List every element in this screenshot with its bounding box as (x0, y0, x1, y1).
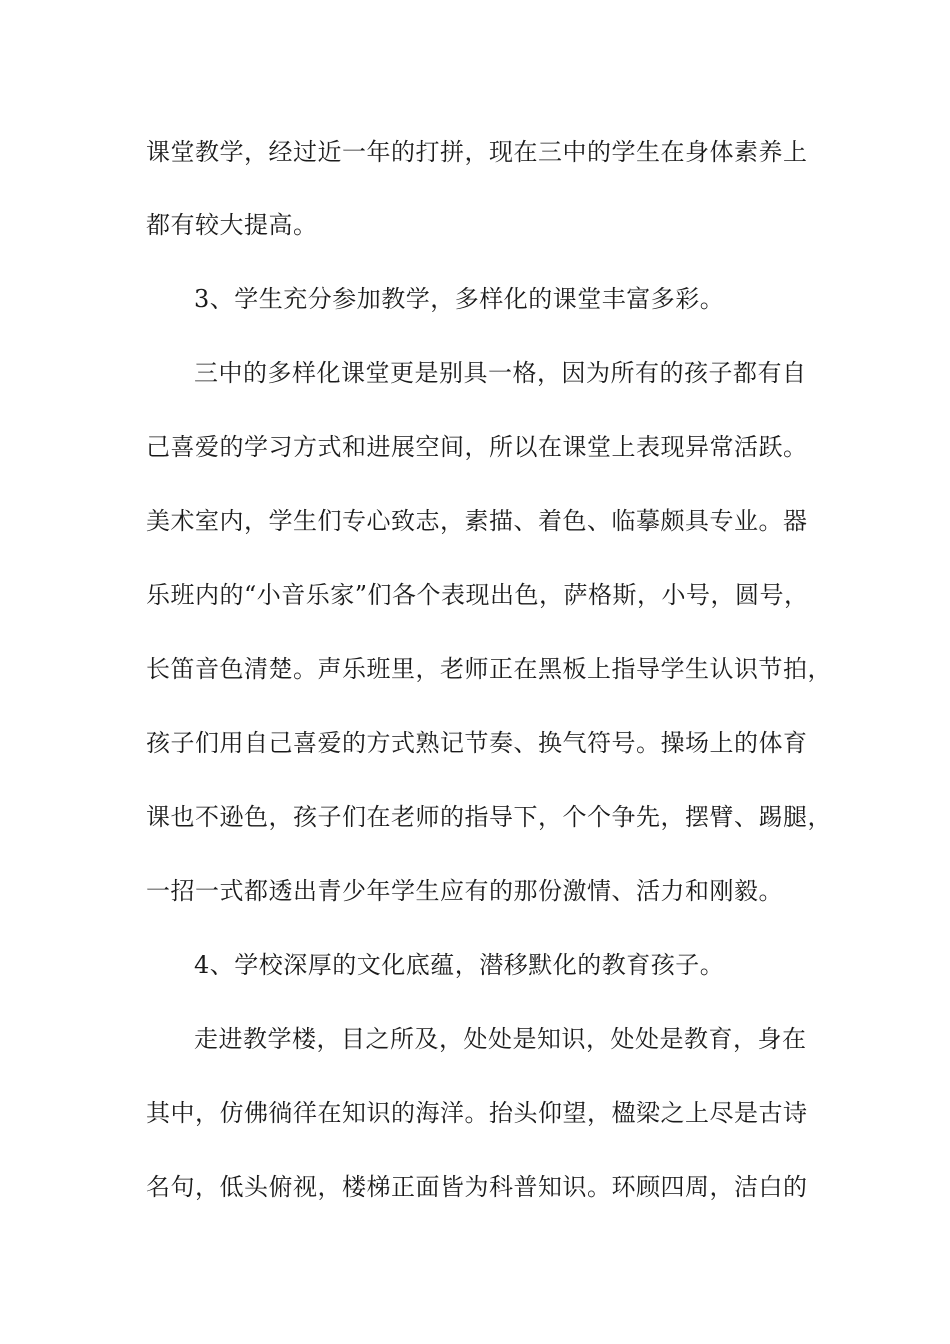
text-line: 三中的多样化课堂更是别具一格，因为所有的孩子都有自 (194, 359, 807, 387)
text-line: 其中，仿佛徜徉在知识的海洋。抬头仰望，楹梁之上尽是古诗 (146, 1099, 808, 1127)
text-line: 长笛音色清楚。声乐班里，老师正在黑板上指导学生认识节拍， (146, 655, 832, 683)
text-line: 一招一式都透出青少年学生应有的那份激情、活力和刚毅。 (146, 877, 783, 905)
text-line: 课堂教学，经过近一年的打拼，现在三中的学生在身体素养上 (146, 138, 808, 166)
text-line: 都有较大提高。 (146, 211, 318, 239)
section-heading-3: 3、学生充分参加教学，多样化的课堂丰富多彩。 (194, 285, 725, 313)
text-line: 美术室内，学生们专心致志，素描、着色、临摹颇具专业。器 (146, 507, 808, 535)
text-line: 名句，低头俯视，楼梯正面皆为科普知识。环顾四周，洁白的 (146, 1173, 808, 1201)
text-line: 课也不逊色，孩子们在老师的指导下，个个争先，摆臂、踢腿， (146, 803, 832, 831)
text-line: 己喜爱的学习方式和进展空间，所以在课堂上表现异常活跃。 (146, 433, 808, 461)
section-heading-4: 4、学校深厚的文化底蕴，潜移默化的教育孩子。 (194, 951, 725, 979)
text-line: 走进教学楼，目之所及，处处是知识，处处是教育，身在 (194, 1025, 807, 1053)
text-line: 乐班内的“小音乐家”们各个表现出色，萨格斯，小号，圆号， (146, 581, 809, 609)
text-line: 孩子们用自己喜爱的方式熟记节奏、换气符号。操场上的体育 (146, 729, 808, 757)
